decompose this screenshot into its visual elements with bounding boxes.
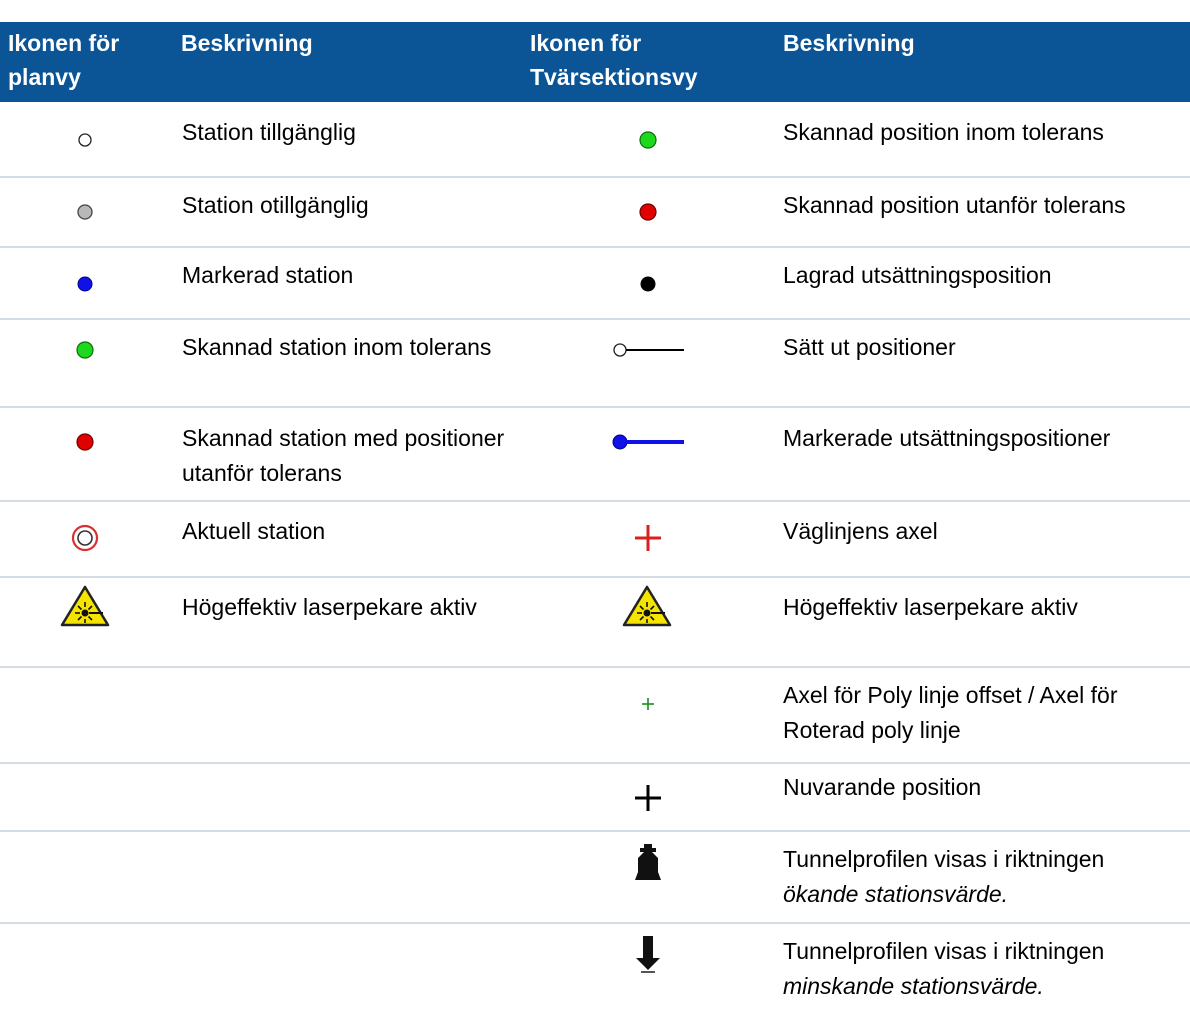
laser-warning-icon: [55, 586, 115, 626]
cross-description: Markerade utsättningspositioner: [783, 425, 1111, 451]
table-row: [0, 924, 1190, 1010]
green-circle-icon: [60, 330, 110, 370]
red-circle-icon: [623, 192, 673, 232]
blue-circle-icon: [60, 264, 110, 304]
current-station-icon: [60, 518, 110, 558]
header-cross-icon: Ikonen för Tvärsektionsvy: [530, 30, 698, 90]
tunnel-up-icon: [623, 842, 673, 882]
cross-description-italic: minskande stationsvärde.: [783, 973, 1044, 999]
cross-description: Sätt ut positioner: [783, 334, 956, 360]
table-row: [0, 764, 1190, 832]
gray-circle-icon: [60, 192, 110, 232]
small-green-plus-icon: [623, 684, 673, 724]
table-row: [0, 502, 1190, 578]
table-header: [0, 22, 1190, 102]
header-plan-description: Beskrivning: [181, 30, 313, 56]
plan-description: Aktuell station: [182, 518, 326, 544]
cross-description: Nuvarande position: [783, 774, 982, 800]
table-row: [0, 320, 1190, 408]
red-plus-icon: [623, 518, 673, 558]
plan-description: Skannad station inom tolerans: [182, 334, 492, 360]
red-circle-icon: [60, 422, 110, 462]
green-circle-icon: [623, 120, 673, 160]
cross-description: Lagrad utsättningsposition: [783, 262, 1052, 288]
cross-description: Skannad position utanför tolerans: [783, 192, 1126, 218]
top-spacer: [0, 0, 1190, 22]
cross-description-italic: ökande stationsvärde.: [783, 881, 1009, 907]
black-circle-icon: [623, 264, 673, 304]
table-row: [0, 102, 1190, 178]
table-row: [0, 578, 1190, 668]
black-plus-icon: [623, 778, 673, 818]
plan-description: Markerad station: [182, 262, 354, 288]
white-circle-icon: [60, 120, 110, 160]
cross-description: Skannad position inom tolerans: [783, 119, 1104, 145]
cross-description: Väglinjens axel: [783, 518, 938, 544]
plan-description: Högeffektiv laserpekare aktiv: [182, 594, 477, 620]
table-row: [0, 668, 1190, 764]
plan-description: Skannad station med positioner utanför tolerans: [182, 425, 505, 486]
cross-description: [783, 842, 1188, 912]
cross-description: [783, 934, 1188, 1004]
cross-description: Axel för Poly linje offset / Axel för Roterad poly linje: [783, 682, 1118, 743]
table-row: [0, 408, 1190, 502]
cross-description-plain: Tunnelprofilen visas i riktningen: [783, 938, 1105, 964]
table-row: [0, 832, 1190, 924]
stakeout-line-icon: [608, 330, 688, 370]
header-cross-description: Beskrivning: [783, 30, 915, 56]
laser-warning-icon: [617, 586, 677, 626]
plan-description: Station tillgänglig: [182, 119, 356, 145]
cross-description-plain: Tunnelprofilen visas i riktningen: [783, 846, 1105, 872]
table-row: [0, 178, 1190, 248]
header-plan-icon: Ikonen för planvy: [8, 30, 120, 90]
table-row: [0, 248, 1190, 320]
tunnel-down-icon: [623, 934, 673, 974]
plan-description: Station otillgänglig: [182, 192, 369, 218]
selected-stakeout-line-icon: [608, 422, 688, 462]
cross-description: Högeffektiv laserpekare aktiv: [783, 594, 1078, 620]
